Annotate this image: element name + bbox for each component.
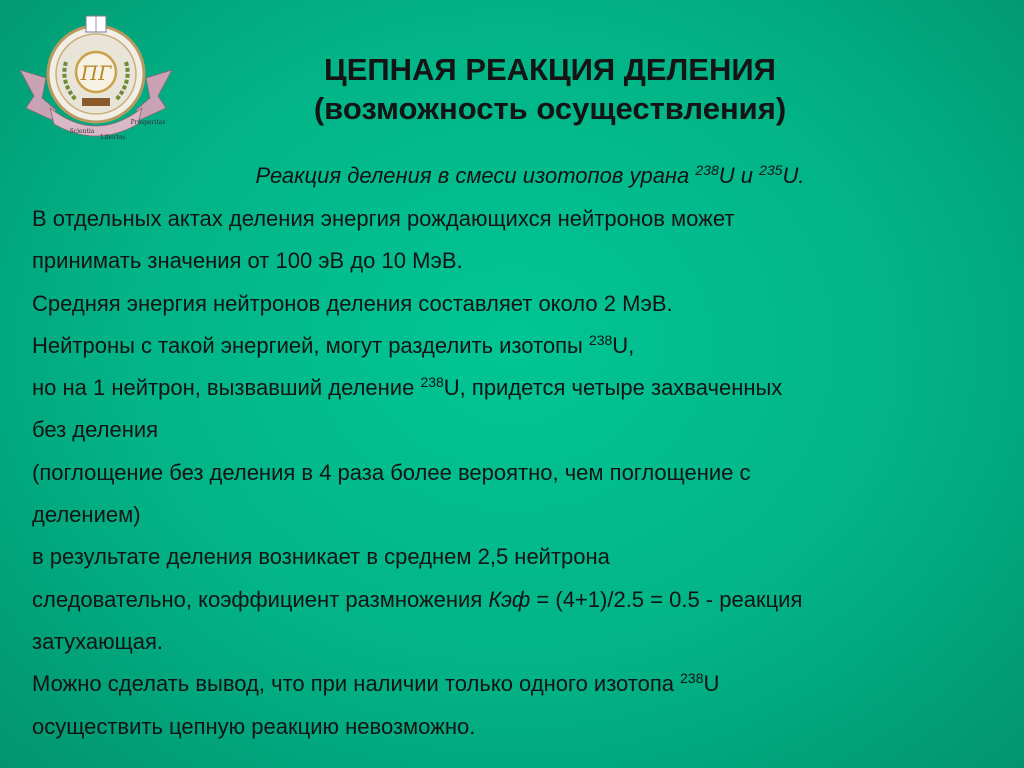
subtitle-text: Реакция деления в смеси изотопов урана — [255, 163, 696, 188]
subtitle — [30, 163, 1024, 189]
svg-text:Libertas: Libertas — [100, 134, 126, 141]
subtitle-end: U. — [782, 163, 805, 188]
isotope-mass-238: 238 — [695, 162, 719, 178]
text-line — [32, 325, 1012, 367]
text-span: = (4+1)/2.5 = 0.5 - реакция — [530, 586, 803, 612]
svg-text:Scientia: Scientia — [69, 128, 95, 135]
title-line-2: (возможность осуществления) — [313, 91, 787, 126]
text-span: U — [703, 671, 720, 697]
isotope-mass-235: 235 — [759, 162, 783, 178]
text-line: принимать значения от 100 эВ до 10 МэВ. — [32, 248, 463, 274]
text-line: в результате деления возникает в среднем 2,5 нейтрона — [32, 544, 610, 570]
text-line: Средняя энергия нейтронов деления составляет около 2 МэВ. — [32, 290, 673, 316]
text-span: U, — [612, 332, 635, 358]
text-line: делением) — [32, 502, 141, 528]
text-line: без деления — [32, 417, 159, 443]
text-span: Можно сделать вывод, что при наличии только одного изотопа — [32, 671, 681, 697]
text-line — [32, 663, 1012, 705]
text-line — [32, 579, 1012, 621]
isotope-mass: 238 — [588, 331, 613, 348]
university-emblem — [16, 12, 176, 142]
text-line: затухающая. — [32, 628, 164, 654]
subtitle-mid: U и — [718, 163, 760, 188]
text-span: U, придется четыре захваченных — [443, 375, 783, 401]
text-span: но на 1 нейтрон, вызвавший деление — [32, 375, 421, 401]
text-line — [32, 367, 1012, 409]
body-text — [32, 198, 1012, 748]
text-span: Нейтроны с такой энергией, могут разделить изотопы — [32, 332, 589, 358]
title-line-1: ЦЕПНАЯ РЕАКЦИЯ ДЕЛЕНИЯ — [324, 52, 776, 87]
slide-title — [230, 50, 870, 128]
text-line: осуществить цепную реакцию невозможно. — [32, 713, 476, 739]
text-line: (поглощение без деления в 4 раза более вероятно, чем поглощение с — [32, 459, 751, 485]
text-span: следовательно, коэффициент размножения — [32, 586, 489, 612]
isotope-mass: 238 — [420, 374, 444, 391]
isotope-mass: 238 — [680, 670, 704, 687]
k-eff-symbol: Кэф — [488, 586, 531, 612]
svg-text:ПГ: ПГ — [80, 61, 112, 85]
text-line: В отдельных актах деления энергия рождающихся нейтронов может — [32, 206, 735, 231]
svg-text:Prosperitas: Prosperitas — [130, 119, 166, 126]
